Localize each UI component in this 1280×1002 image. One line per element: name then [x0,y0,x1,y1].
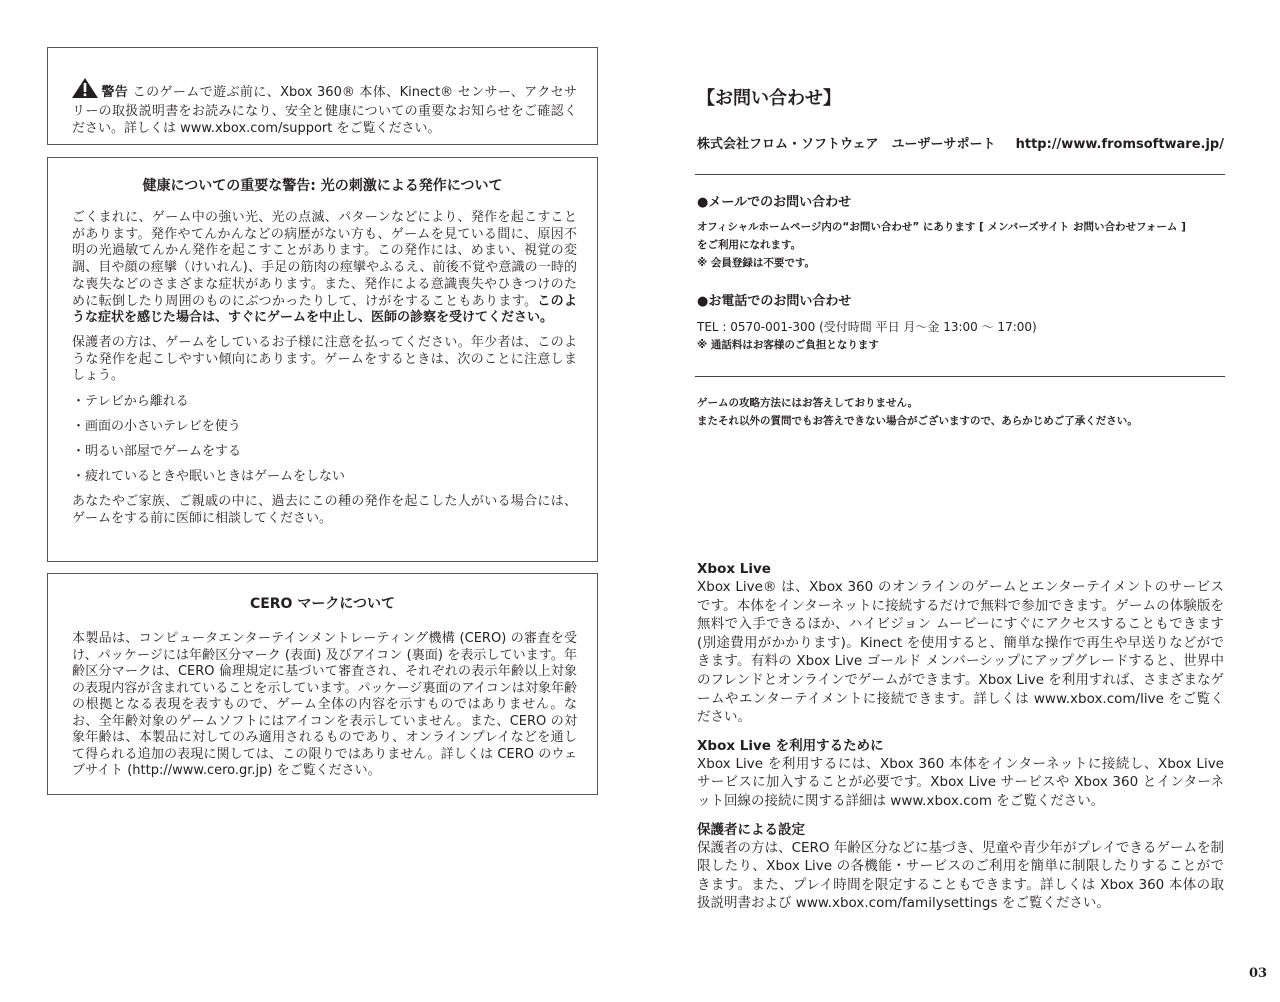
contact-title: 【お問い合わせ】 [697,88,841,109]
cero-box [47,573,598,795]
health-paragraph-1-text: ごくまれに、ゲーム中の強い光、光の点滅、パターンなどにより、発作を起こすことがあります。発作やてんかんなどの病歴がない方も、ゲームを見ている間に、原因不明の光過敏てんかん発作を起こすことがあります。この発作には、めまい、視覚の変調、目や顔の痙攣（けいれん)、手足の筋肉の痙攣やふるえ、前後不覚や意識の一時的な喪失などのさまざまな症状があります。また、発作による意識喪失やひきつけのために転倒したり周囲のものにぶつかったりして、けがをすることもあります。 [72,210,577,309]
parental-body: 保護者の方は、CERO 年齢区分などに基づき、児童や青少年がプレイできるゲームを制限したり、Xbox Live の各機能・サービスのご利用を簡単に制限したりすることができます。また、プレイ時間を限定することもできます。詳しくは Xbox 360 本体の取扱説明書および www.xbox.com/familysettings をご覧ください。 [697,839,1224,912]
company-url[interactable]: http://www.fromsoftware.jp/ [1015,137,1224,152]
xbox-use-body: Xbox Live を利用するには、Xbox 360 本体をインターネットに接続し、Xbox Live サービスに加入することが必要です。Xbox Live サービスや Xbox 360 とインターネット回線の接続に関する詳細は www.xbox.com をご覧ください。 [697,755,1224,809]
company-line [697,136,1224,154]
health-paragraph-1 [72,210,577,327]
tel-heading: ●お電話でのお問い合わせ [697,294,852,309]
warning-body: このゲームで遊ぶ前に、Xbox 360® 本体、Kinect® センサー、アクセサリーの取扱説明書をお読みになり、安全と健康についての重要なお知らせをご確認ください。詳しくは www.xbox.com/support をご覧ください。 [72,85,577,136]
xbox-live-body: Xbox Live® は、Xbox 360 のオンラインのゲームとエンターテイメントのサービスです。本体をインターネットに接続するだけで無料で参加できます。ゲームの体験版を無料で入手できるほか、ハイビジョン ムービーにすぐにアクセスすることもできます (別途費用がかかります)。Kinect を使用すると、簡単な操作で再生や早送りなどができます。有料の Xbox Live ゴールド メンバーシップにアップグレードすると、世界中のフレンドとオンラインでゲームができます。Xbox Live を利用すれば、さまざまなゲームやエンターテイメントに接続できます。詳しくは www.xbox.com/live をご覧ください。 [697,579,1224,726]
tel-body [697,318,1224,354]
health-warning-box [47,157,598,562]
support-note [697,395,1224,430]
xbox-use-heading: Xbox Live を利用するために [697,737,884,754]
tel-note: ※ 通話料はお客様のご負担となります [697,339,879,351]
page-number: 03 [1249,966,1268,981]
cero-body: 本製品は、コンピュータエンターテインメントレーティング機構 (CERO) の審査を受け、パッケージには年齢区分マーク (表面) 及びアイコン (裏面) を表示しています。年齢区分マークは、CERO 倫理規定に基づいて審査され、それぞれの表示年齢以上対象の表現内容が含まれていることを示しています。パッケージ裏面のアイコンは対象年齢の根拠となる表現を表すもので、ゲーム全体の内容を示すものではありません。なお、全年齢対象のゲームソフトにはアイコンを表示していません。また、CERO の対象年齢は、本製品に対してのみ適用されるものであり、オンラインプレイなどを通して得られる追加の表現に関しては、この限りではありません。詳しくは CERO のウェブサイト (http://www.cero.gr.jp) をご覧ください。 [72,631,577,778]
health-heading: 健康についての重要な警告: 光の刺激による発作について [142,178,503,194]
health-bullet-2: ・画面の小さいテレビを使う [72,418,241,434]
note-line-1: ゲームの攻略方法にはお答えしておりません。 [697,397,919,409]
cero-heading: CERO マークについて [249,596,396,612]
warning-text [72,78,577,137]
health-paragraph-2: 保護者の方は、ゲームをしているお子様に注意を払ってください。年少者は、このような発作を起こしやすい傾向にあります。ゲームをするときは、次のことに注意しましょう。 [72,334,577,384]
mail-line-1: オフィシャルホームページ内の“お問い合わせ” にあります [ メンバーズサイト お問い合わせフォーム ] [697,221,1186,233]
tel-line: TEL : 0570-001-300 (受付時間 平日 月〜金 13:00 〜 17:00) [697,320,1037,334]
mail-line-2: をご利用になれます。 [697,239,802,251]
company-name: 株式会社フロム・ソフトウェア ユーザーサポート [697,137,996,152]
warning-label: 警告 [101,85,129,100]
health-bullet-1: ・テレビから離れる [72,393,189,409]
note-line-2: またそれ以外の質問でもお答えできない場合がございますので、あらかじめご了承ください。 [697,414,1138,427]
health-bullet-4: ・疲れているときや眠いときはゲームをしない [72,469,346,485]
warning-triangle-icon [72,78,98,103]
warning-box [47,47,598,145]
mail-heading: ●メールでのお問い合わせ [697,195,852,210]
divider-bottom [695,376,1225,377]
parental-heading: 保護者による設定 [697,821,805,838]
xbox-live-heading: Xbox Live [697,561,771,577]
mail-note: ※ 会員登録は不要です。 [697,257,816,269]
divider-top [695,174,1225,175]
health-paragraph-3: あなたやご家族、ご親戚の中に、過去にこの種の発作を起こした人がいる場合には、ゲームをする前に医師に相談してください。 [72,493,577,526]
mail-body [697,218,1224,272]
health-bullet-3: ・明るい部屋でゲームをする [72,443,242,459]
health-paragraph-1-bold: このような症状を感じた場合は、すぐにゲームを中止し、医師の診察を受けてください。 [72,293,577,326]
xbox-live-section [697,560,1224,923]
